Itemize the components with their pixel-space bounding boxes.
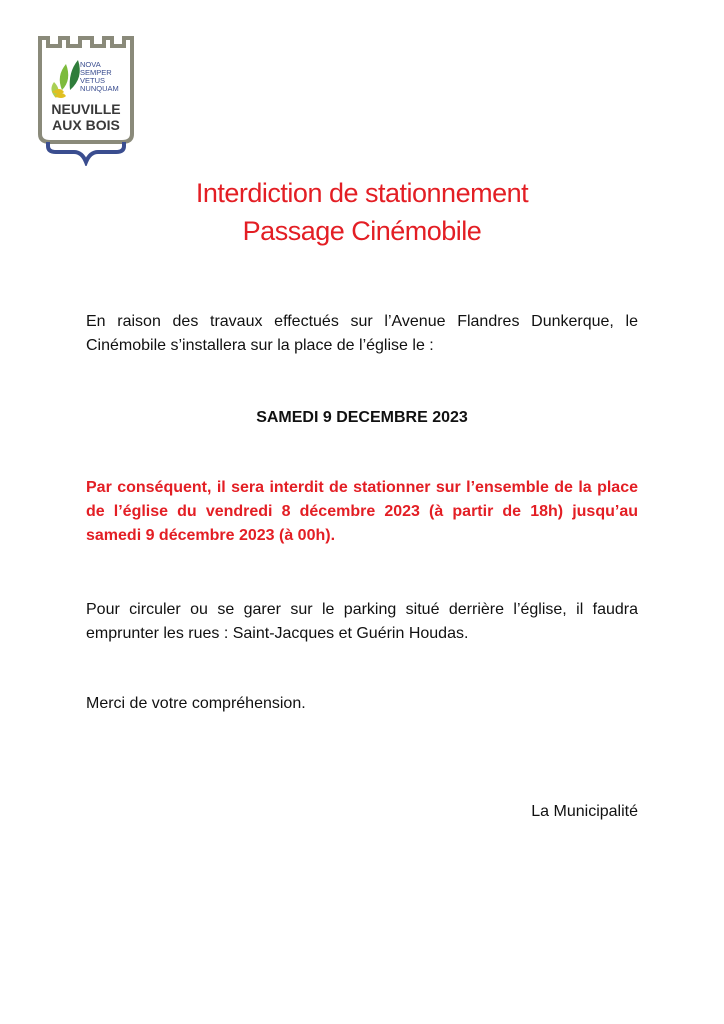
- event-date: SAMEDI 9 DECEMBRE 2023: [256, 409, 468, 426]
- motto-line-3: VETUS: [80, 76, 106, 85]
- parking-access-paragraph: Pour circuler ou se garer sur le parking situé derrière l’église, il faudra emprunter les rues : Saint-Jacques et Guérin Houdas.: [86, 601, 638, 642]
- thanks-paragraph: Merci de votre compréhension.: [86, 695, 306, 712]
- motto-line-1: NOVA: [80, 60, 101, 69]
- parking-ban-warning: Par conséquent, il sera interdit de stationner sur l’ensemble de la place de l’église du vendredi 8 décembre 2023 (à partir de 18h) jusqu’au samedi 9 décembre 2023 (à 00h).: [86, 479, 638, 544]
- tower-leaves-logo-icon: [34, 34, 138, 166]
- title-line-2: Passage Cinémobile: [242, 216, 482, 246]
- town-logo: [34, 34, 138, 166]
- town-name-line-1: NEUVILLE: [51, 101, 121, 117]
- motto-line-4: NUNQUAM: [80, 84, 119, 93]
- notice-title: [0, 174, 724, 250]
- intro-paragraph: En raison des travaux effectués sur l’Avenue Flandres Dunkerque, le Cinémobile s’installera sur la place de l’église le :: [86, 313, 638, 354]
- signature: La Municipalité: [531, 803, 638, 820]
- motto-line-2: SEMPER: [80, 68, 112, 77]
- town-name-line-2: AUX BOIS: [52, 117, 120, 133]
- title-line-1: Interdiction de stationnement: [195, 178, 529, 208]
